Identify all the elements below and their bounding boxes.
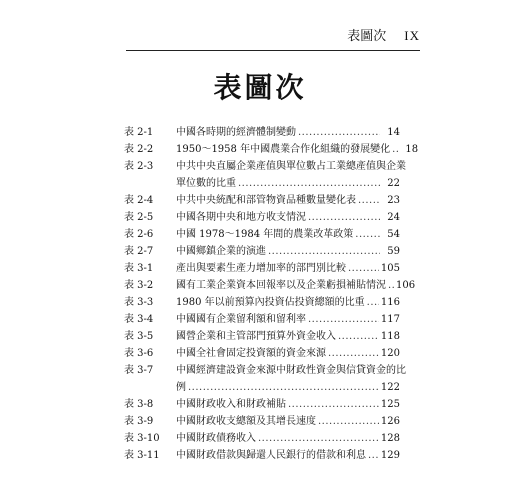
table-number: 表 3-1 (124, 263, 154, 274)
toc-entry[interactable] (124, 277, 416, 294)
toc-entry[interactable] (124, 158, 406, 192)
page-number: 128 (380, 433, 400, 444)
dot-leader (392, 141, 398, 158)
table-title: 中國財政債務收入 (176, 433, 256, 444)
dot-leader (308, 311, 379, 328)
table-title-continued: 單位數的比重 (176, 178, 236, 189)
page-number: 106 (396, 280, 416, 291)
table-number: 表 3-6 (124, 348, 154, 359)
page-number: 59 (387, 246, 400, 257)
dot-leader (308, 209, 380, 226)
table-number: 表 2-6 (124, 229, 154, 240)
table-title: 產出與要素生產力增加率的部門別比較 (176, 263, 346, 274)
table-number: 表 3-5 (124, 331, 154, 342)
toc-entry-row (124, 294, 400, 311)
table-title-continued: 例 (176, 382, 186, 393)
dot-leader (298, 124, 380, 141)
toc-entry-row (124, 345, 400, 362)
page-number: 18 (405, 144, 419, 155)
table-title: 1950～1958 年中國農業合作化組織的發展變化 (176, 144, 391, 155)
table-number: 表 3-4 (124, 314, 154, 325)
toc-entry[interactable] (124, 209, 400, 226)
table-title: 中國各時期的經濟體制變動 (176, 127, 296, 138)
toc-entry-row (124, 447, 400, 464)
toc-entry-row (124, 158, 406, 175)
table-number: 表 2-2 (124, 144, 154, 155)
page-number: 117 (380, 314, 400, 325)
toc-entry-row (124, 192, 400, 209)
toc-entry-row (124, 413, 400, 430)
table-title: 中國國有企業留利額和留利率 (176, 314, 306, 325)
table-number: 表 3-2 (124, 280, 154, 291)
dot-leader (268, 243, 380, 260)
toc-entry[interactable] (124, 362, 406, 396)
toc-entry[interactable] (124, 311, 400, 328)
table-title: 中國鄉鎮企業的演進 (176, 246, 266, 257)
page-number: 126 (380, 416, 400, 427)
dot-leader (338, 328, 379, 345)
toc-entry[interactable] (124, 141, 419, 158)
running-head-section: 表圖次 (347, 29, 387, 44)
page-number: 118 (380, 331, 400, 342)
table-title: 中國經濟建設資金來源中財政性資金與信貸資金的比 (176, 365, 406, 376)
toc-entry[interactable] (124, 192, 400, 209)
toc-entry-row (124, 141, 419, 158)
table-number: 表 2-3 (124, 161, 154, 172)
table-title: 中國財政收支總額及其增長速度 (176, 416, 316, 427)
toc-entry[interactable] (124, 294, 400, 311)
toc-entry[interactable] (124, 226, 400, 243)
table-title: 國有工業企業資本回報率以及企業虧損補貼情況 (176, 280, 386, 291)
dot-leader (318, 413, 379, 430)
toc-entry-row (124, 430, 400, 447)
toc-entry-row (124, 328, 400, 345)
table-title: 國營企業和主管部門預算外資金收入 (176, 331, 336, 342)
toc-entry[interactable] (124, 328, 400, 345)
toc-entry[interactable] (124, 243, 400, 260)
table-number: 表 2-4 (124, 195, 154, 206)
page-number: 23 (387, 195, 400, 206)
toc-entry[interactable] (124, 430, 400, 447)
toc-entry-row (124, 124, 400, 141)
table-of-figures-list (124, 124, 419, 464)
dot-leader (258, 430, 379, 447)
page-number: 54 (387, 229, 400, 240)
table-number: 表 3-11 (124, 450, 160, 461)
toc-entry[interactable] (124, 447, 400, 464)
table-title: 中國 1978～1984 年間的農業改革政策 (176, 229, 354, 240)
table-number: 表 3-10 (124, 433, 160, 444)
toc-entry-row (124, 260, 400, 277)
page-number: 105 (380, 263, 400, 274)
header-rule (126, 50, 420, 51)
toc-entry-row (124, 243, 400, 260)
toc-entry-continuation (124, 379, 400, 396)
toc-entry-row (124, 209, 400, 226)
table-number: 表 3-9 (124, 416, 154, 427)
toc-entry-row (124, 362, 406, 379)
dot-leader (368, 447, 379, 464)
page-number: 125 (380, 399, 400, 410)
toc-entry-continuation (124, 175, 400, 192)
table-number: 表 3-8 (124, 399, 154, 410)
table-number: 表 2-5 (124, 212, 154, 223)
page-number: 116 (380, 297, 400, 308)
dot-leader (288, 396, 379, 413)
dot-leader (328, 345, 379, 362)
table-title: 中共中央統配和部管物資品種數量變化表 (176, 195, 356, 206)
page-number: 122 (380, 382, 400, 393)
page-number: 129 (380, 450, 400, 461)
dot-leader (188, 379, 379, 396)
page-title: 表圖次 (213, 71, 307, 104)
table-number: 表 3-7 (124, 365, 154, 376)
dot-leader (238, 175, 380, 192)
toc-entry-row (124, 226, 400, 243)
running-head (347, 28, 420, 45)
table-title: 中國全社會固定投資額的資金來源 (176, 348, 326, 359)
dot-leader (355, 226, 380, 243)
table-number: 表 2-7 (124, 246, 154, 257)
table-title: 中國財政借款與歸還人民銀行的借款和利息 (176, 450, 366, 461)
toc-entry[interactable] (124, 124, 400, 141)
toc-entry-row (124, 311, 400, 328)
dot-leader (388, 277, 394, 294)
table-title: 中國各期中央和地方收支情況 (176, 212, 306, 223)
table-number: 表 3-3 (124, 297, 154, 308)
table-number: 表 2-1 (124, 127, 154, 138)
dot-leader (367, 294, 379, 311)
toc-entry[interactable] (124, 345, 400, 362)
toc-entry[interactable] (124, 413, 400, 430)
dot-leader (348, 260, 379, 277)
page-number: 120 (380, 348, 400, 359)
toc-entry-row (124, 396, 400, 413)
dot-leader (358, 192, 380, 209)
page-number: 22 (387, 178, 400, 189)
page-number: 24 (387, 212, 400, 223)
page-number: 14 (387, 127, 400, 138)
toc-entry[interactable] (124, 260, 400, 277)
toc-entry[interactable] (124, 396, 400, 413)
table-title: 中共中央直屬企業產值與單位數占工業總產值與企業 (176, 161, 406, 172)
toc-entry-row (124, 277, 416, 294)
table-title: 1980 年以前預算內投資佔投資總額的比重 (176, 297, 365, 308)
running-head-page-number: IX (404, 28, 420, 43)
table-title: 中國財政收入和財政補貼 (176, 399, 286, 410)
